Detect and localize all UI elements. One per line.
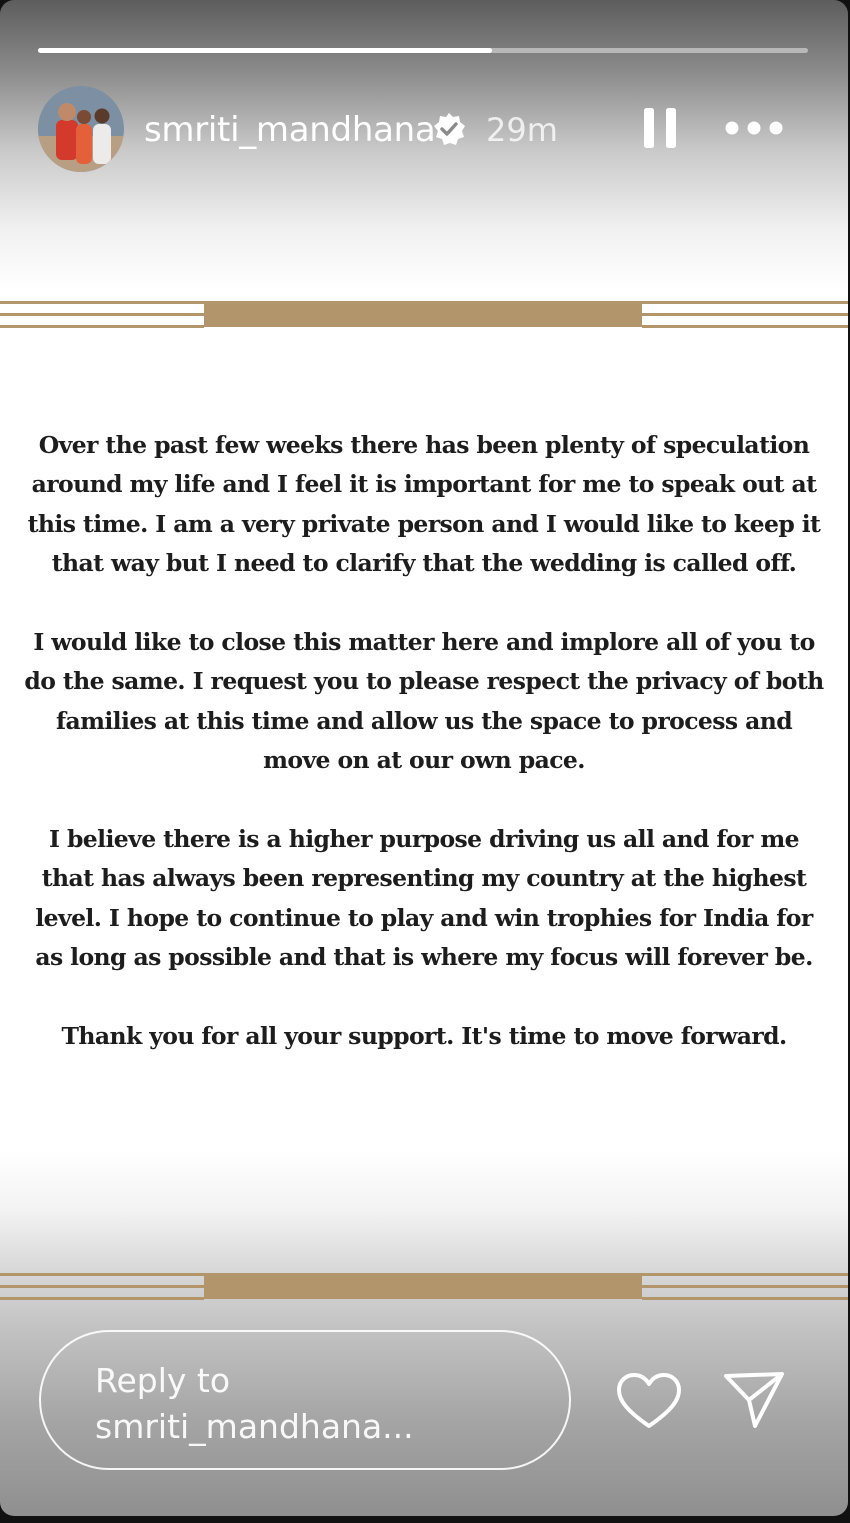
story-statement xyxy=(20,426,828,1056)
reply-placeholder: Reply to smriti_mandhana... xyxy=(95,1361,414,1446)
story-progress-bar xyxy=(38,48,808,53)
decorative-band-bottom xyxy=(0,1270,848,1304)
statement-paragraph-4: Thank you for all your support. It's time to move forward. xyxy=(61,1022,787,1051)
statement-paragraph-1: Over the past few weeks there has been plenty of speculation around my life and I feel it is important for me to speak out at this time. I am a very private person and I would like to keep it that way but I need to clarify that the wedding is called off. xyxy=(27,431,821,578)
avatar-photo xyxy=(38,86,124,172)
story-progress-fill xyxy=(38,48,492,53)
heart-icon[interactable] xyxy=(616,1372,682,1430)
decorative-band-top xyxy=(0,298,848,332)
pause-icon[interactable] xyxy=(638,104,682,152)
reply-input[interactable] xyxy=(39,1330,571,1470)
story-timestamp: 29m xyxy=(486,111,558,149)
statement-paragraph-3: I believe there is a higher purpose driving us all and for me that has always been representing my country at the highest level. I hope to continue to play and win trophies for India for as long as possible and that is where my focus will forever be. xyxy=(35,825,813,972)
username[interactable]: smriti_mandhana xyxy=(144,110,436,150)
statement-paragraph-2: I would like to close this matter here and implore all of you to do the same. I request you to please respect the privacy of both families at this time and allow us the space to process and move on at our own pace. xyxy=(24,628,824,775)
send-icon[interactable] xyxy=(722,1370,786,1430)
verified-badge-icon xyxy=(432,112,466,146)
avatar[interactable] xyxy=(38,86,124,172)
more-options-icon[interactable] xyxy=(722,112,786,144)
